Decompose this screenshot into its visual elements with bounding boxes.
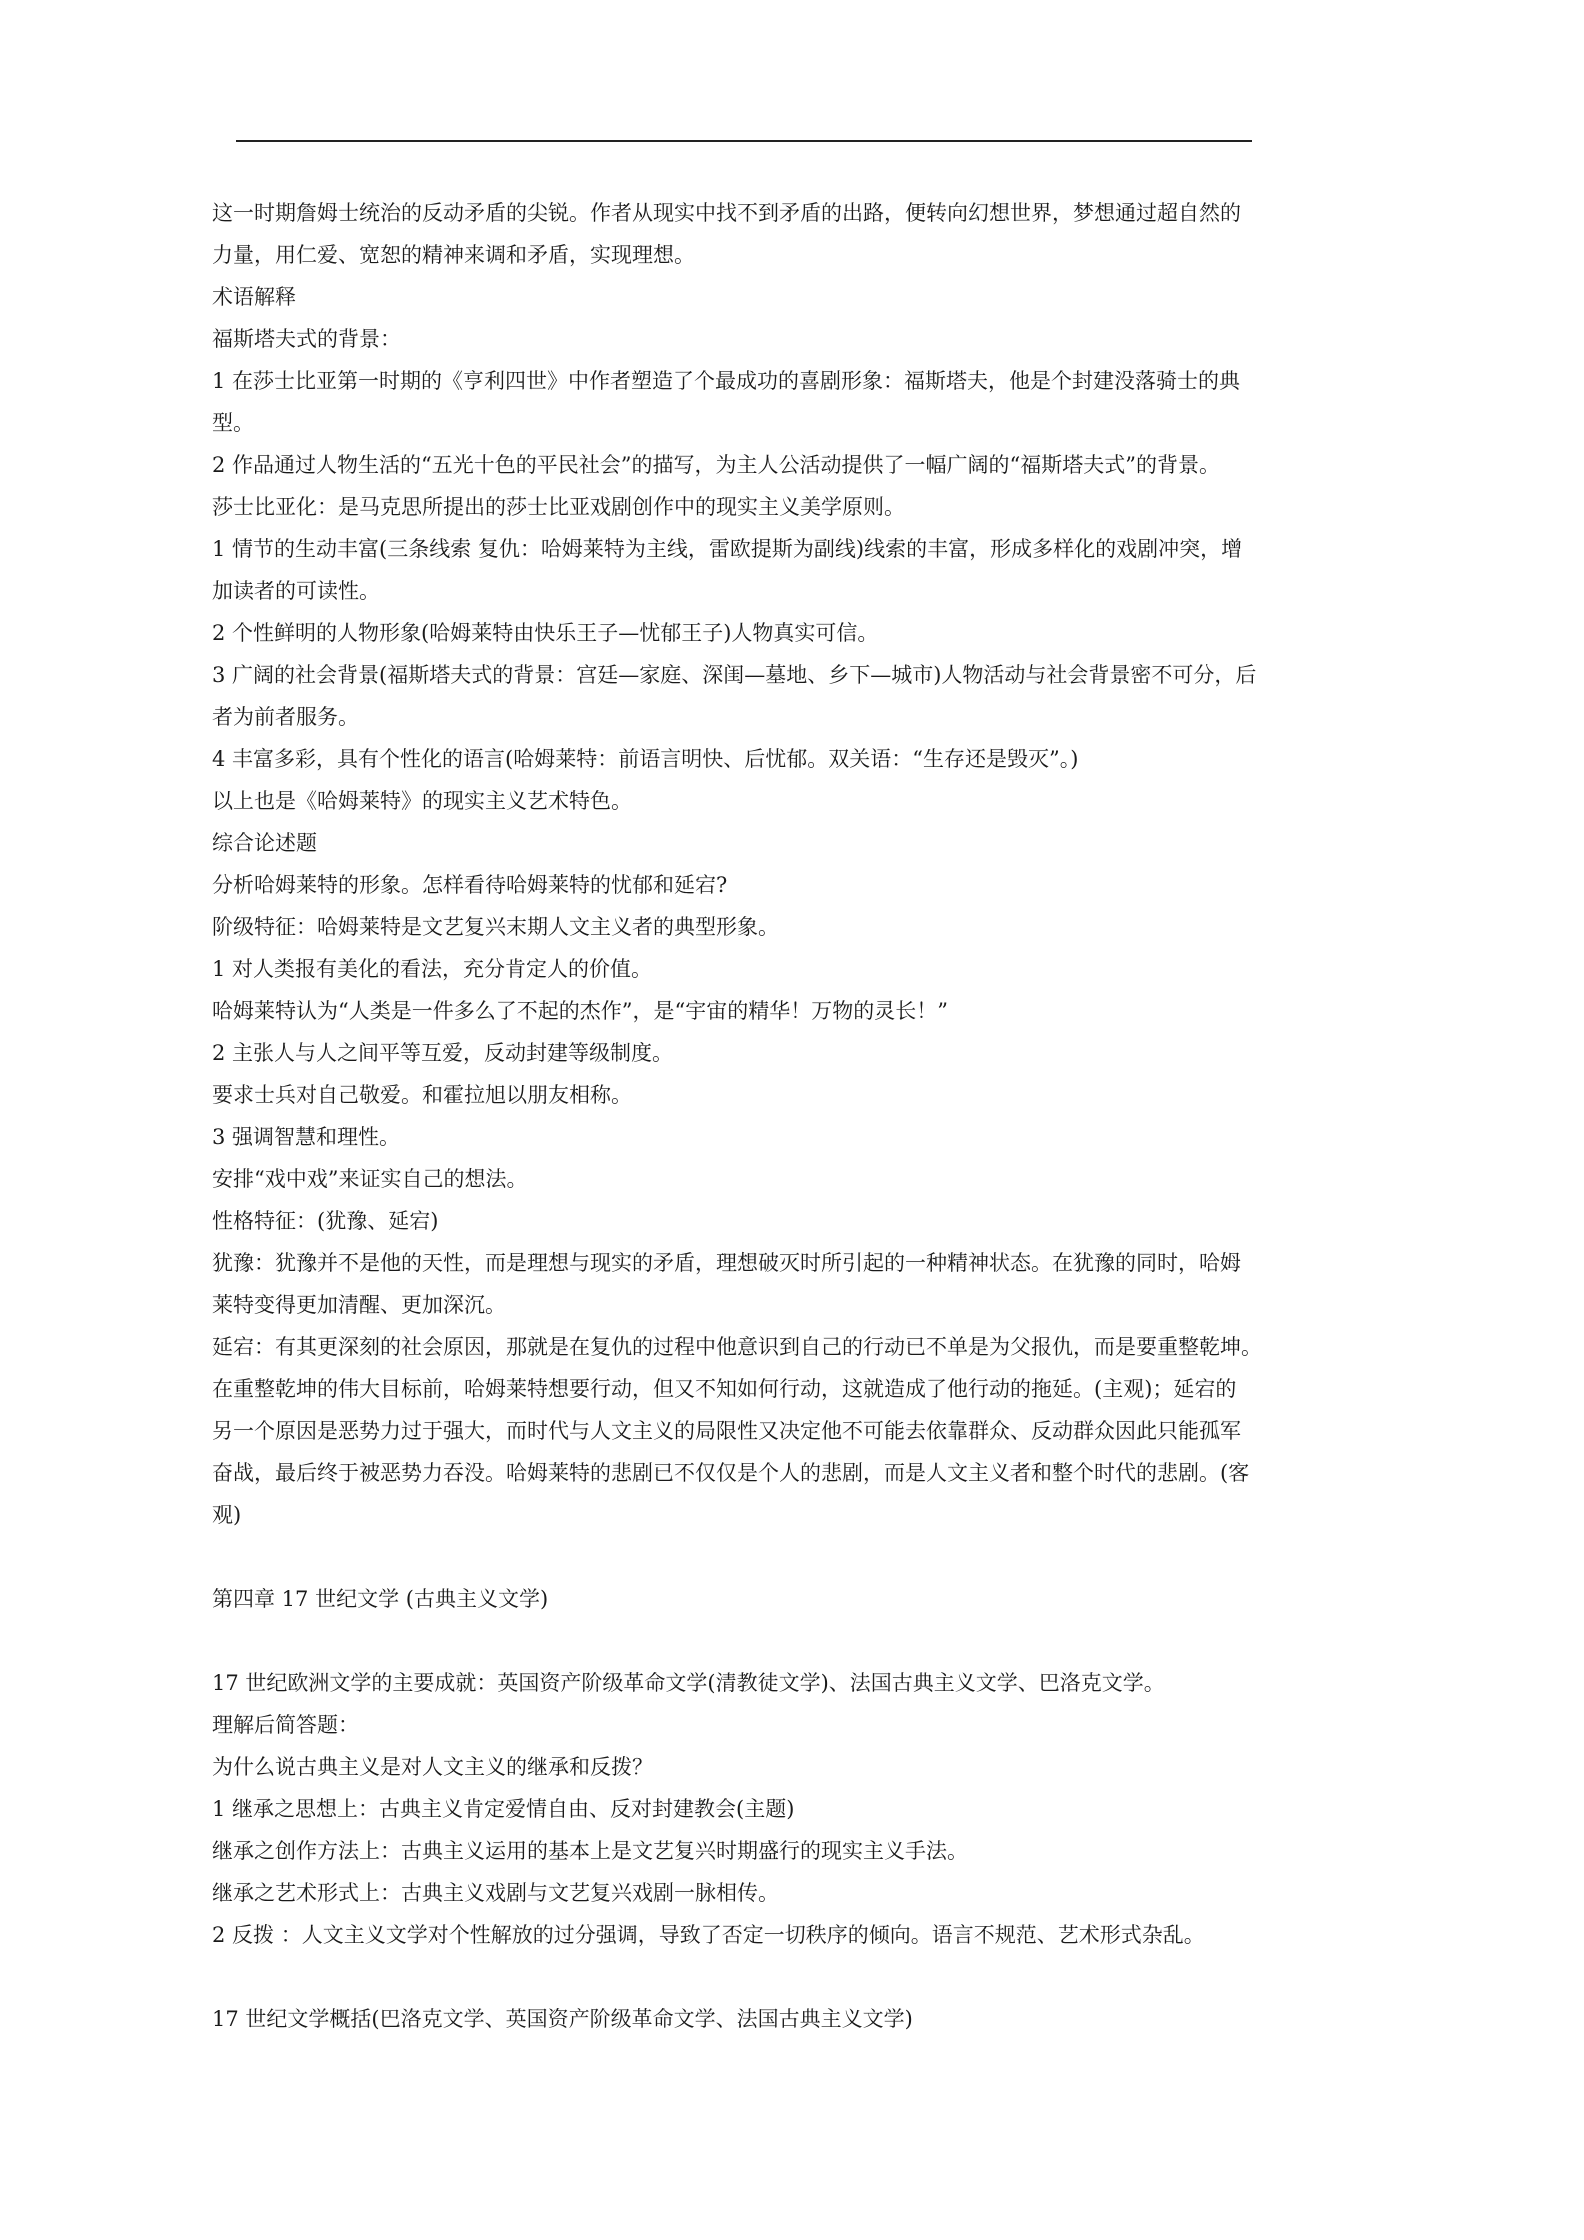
text-line: 莎士比亚化：是马克思所提出的莎士比亚戏剧创作中的现实主义美学原则。	[212, 495, 905, 519]
text-line: 奋战，最后终于被恶势力吞没。哈姆莱特的悲剧已不仅仅是个人的悲剧，而是人文主义者和整个时代的悲剧。(客	[212, 1461, 1250, 1485]
text-line: 型。	[212, 411, 254, 435]
text-line: 为什么说古典主义是对人文主义的继承和反拨？	[212, 1755, 653, 1779]
text-line: 阶级特征：哈姆莱特是文艺复兴末期人文主义者的典型形象。	[212, 915, 779, 939]
section-heading: 理解后简答题：	[212, 1713, 359, 1737]
text-line: 继承之创作方法上：古典主义运用的基本上是文艺复兴时期盛行的现实主义手法。	[212, 1839, 968, 1863]
section-heading: 术语解释	[212, 285, 296, 309]
chapter-heading: 第四章 17 世纪文学 (古典主义文学)	[212, 1587, 549, 1611]
text-line: 者为前者服务。	[212, 705, 359, 729]
text-line: 犹豫：犹豫并不是他的天性，而是理想与现实的矛盾，理想破灭时所引起的一种精神状态。在犹豫的同时，哈姆	[212, 1251, 1241, 1275]
text-line: 性格特征：(犹豫、延宕)	[212, 1209, 439, 1233]
text-line: 3 广阔的社会背景(福斯塔夫式的背景：宫廷—家庭、深闺—墓地、乡下—城市)人物活动与社会背景密不可分，后	[212, 663, 1257, 687]
blank-line	[212, 1620, 1398, 1662]
text-line: 1 继承之思想上：古典主义肯定爱情自由、反对封建教会(主题)	[212, 1797, 795, 1821]
document-body	[212, 192, 1398, 2040]
text-line: 福斯塔夫式的背景：	[212, 327, 401, 351]
header-rule	[236, 140, 1252, 142]
text-line: 以上也是《哈姆莱特》的现实主义艺术特色。	[212, 789, 632, 813]
text-line: 2 反拨 ：人文主义文学对个性解放的过分强调，导致了否定一切秩序的倾向。语言不规范、艺术形式杂乱。	[212, 1923, 1205, 1947]
text-line: 莱特变得更加清醒、更加深沉。	[212, 1293, 506, 1317]
text-line: 另一个原因是恶势力过于强大，而时代与人文主义的局限性又决定他不可能去依靠群众、反动群众因此只能孤军	[212, 1419, 1241, 1443]
blank-line	[212, 1536, 1398, 1578]
text-line: 安排“戏中戏”来证实自己的想法。	[212, 1167, 528, 1191]
section-heading: 综合论述题	[212, 831, 317, 855]
text-line: 4 丰富多彩，具有个性化的语言(哈姆莱特：前语言明快、后忧郁。双关语：“生存还是毁灭”。)	[212, 747, 1079, 771]
text-line: 力量，用仁爱、宽恕的精神来调和矛盾，实现理想。	[212, 243, 695, 267]
text-line: 2 主张人与人之间平等互爱，反动封建等级制度。	[212, 1041, 674, 1065]
text-line: 在重整乾坤的伟大目标前，哈姆莱特想要行动，但又不知如何行动，这就造成了他行动的拖延。(主观)；延宕的	[212, 1377, 1237, 1401]
text-line: 1 对人类报有美化的看法，充分肯定人的价值。	[212, 957, 653, 981]
text-line: 这一时期詹姆士统治的反动矛盾的尖锐。作者从现实中找不到矛盾的出路，便转向幻想世界，梦想通过超自然的	[212, 201, 1241, 225]
text-line: 1 情节的生动丰富(三条线索 复仇：哈姆莱特为主线，雷欧提斯为副线)线索的丰富，形成多样化的戏剧冲突，增	[212, 537, 1243, 561]
text-line: 分析哈姆莱特的形象。怎样看待哈姆莱特的忧郁和延宕?	[212, 873, 728, 897]
text-line: 17 世纪欧洲文学的主要成就：英国资产阶级革命文学(清教徒文学)、法国古典主义文学、巴洛克文学。	[212, 1671, 1165, 1695]
text-line: 1 在莎士比亚第一时期的《亨利四世》中作者塑造了个最成功的喜剧形象：福斯塔夫，他是个封建没落骑士的典	[212, 369, 1241, 393]
text-line: 观)	[212, 1503, 242, 1527]
text-line: 加读者的可读性。	[212, 579, 380, 603]
text-line: 继承之艺术形式上：古典主义戏剧与文艺复兴戏剧一脉相传。	[212, 1881, 779, 1905]
text-line: 延宕：有其更深刻的社会原因，那就是在复仇的过程中他意识到自己的行动已不单是为父报仇，而是要重整乾坤。	[212, 1335, 1262, 1359]
text-line: 3 强调智慧和理性。	[212, 1125, 401, 1149]
text-line: 要求士兵对自己敬爱。和霍拉旭以朋友相称。	[212, 1083, 632, 1107]
text-line: 17 世纪文学概括(巴洛克文学、英国资产阶级革命文学、法国古典主义文学)	[212, 2007, 913, 2031]
text-line: 2 个性鲜明的人物形象(哈姆莱特由快乐王子—忧郁王子)人物真实可信。	[212, 621, 879, 645]
text-line: 2 作品通过人物生活的“五光十色的平民社会”的描写，为主人公活动提供了一幅广阔的“福斯塔夫式”的背景。	[212, 453, 1220, 477]
blank-line	[212, 1956, 1398, 1998]
text-line: 哈姆莱特认为“人类是一件多么了不起的杰作”，是“宇宙的精华！万物的灵长！”	[212, 999, 948, 1023]
